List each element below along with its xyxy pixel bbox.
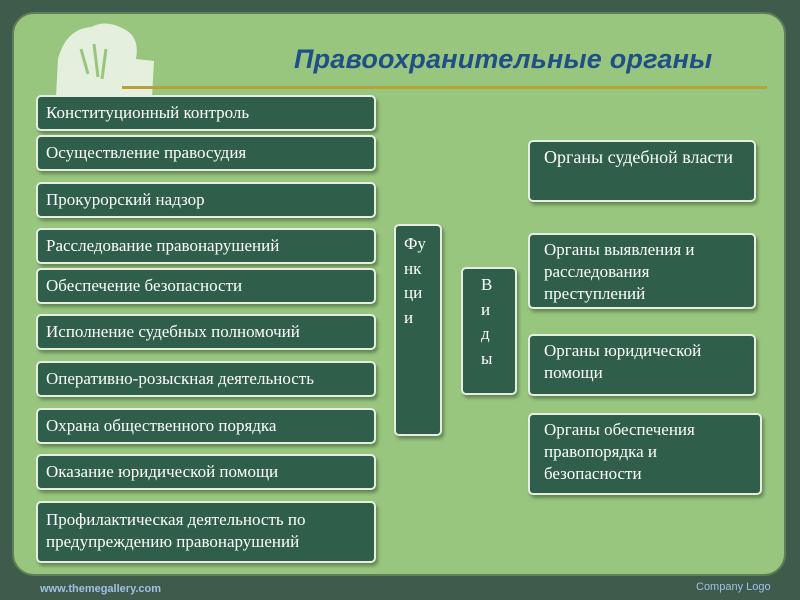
function-box: Оперативно-розыскная деятельность — [36, 361, 376, 397]
footer-company-logo: Company Logo — [696, 581, 771, 593]
title-underline — [122, 86, 767, 89]
function-box: Конституционный контроль — [36, 95, 376, 131]
slide — [12, 12, 786, 576]
function-box: Прокурорский надзор — [36, 182, 376, 218]
function-box: Осуществление правосудия — [36, 135, 376, 171]
type-box: Органы юридической помощи — [528, 334, 756, 396]
functions-vertical-label: Фу нк ци и — [394, 224, 442, 436]
type-box: Органы выявления и расследования преступлений — [528, 233, 756, 309]
type-box: Органы судебной власти — [528, 140, 756, 202]
function-box: Обеспечение безопасности — [36, 268, 376, 304]
function-box: Профилактическая деятельность по предупреждению правонарушений — [36, 501, 376, 563]
function-box: Расследование правонарушений — [36, 228, 376, 264]
page-title: Правоохранительные органы — [294, 44, 713, 74]
type-box: Органы обеспечения правопорядка и безопасности — [528, 413, 762, 495]
types-vertical-label: В и д ы — [461, 267, 517, 395]
function-box: Исполнение судебных полномочий — [36, 314, 376, 350]
footer-url: www.themegallery.com — [40, 583, 162, 595]
function-box: Охрана общественного порядка — [36, 408, 376, 444]
function-box: Оказание юридической помощи — [36, 454, 376, 490]
